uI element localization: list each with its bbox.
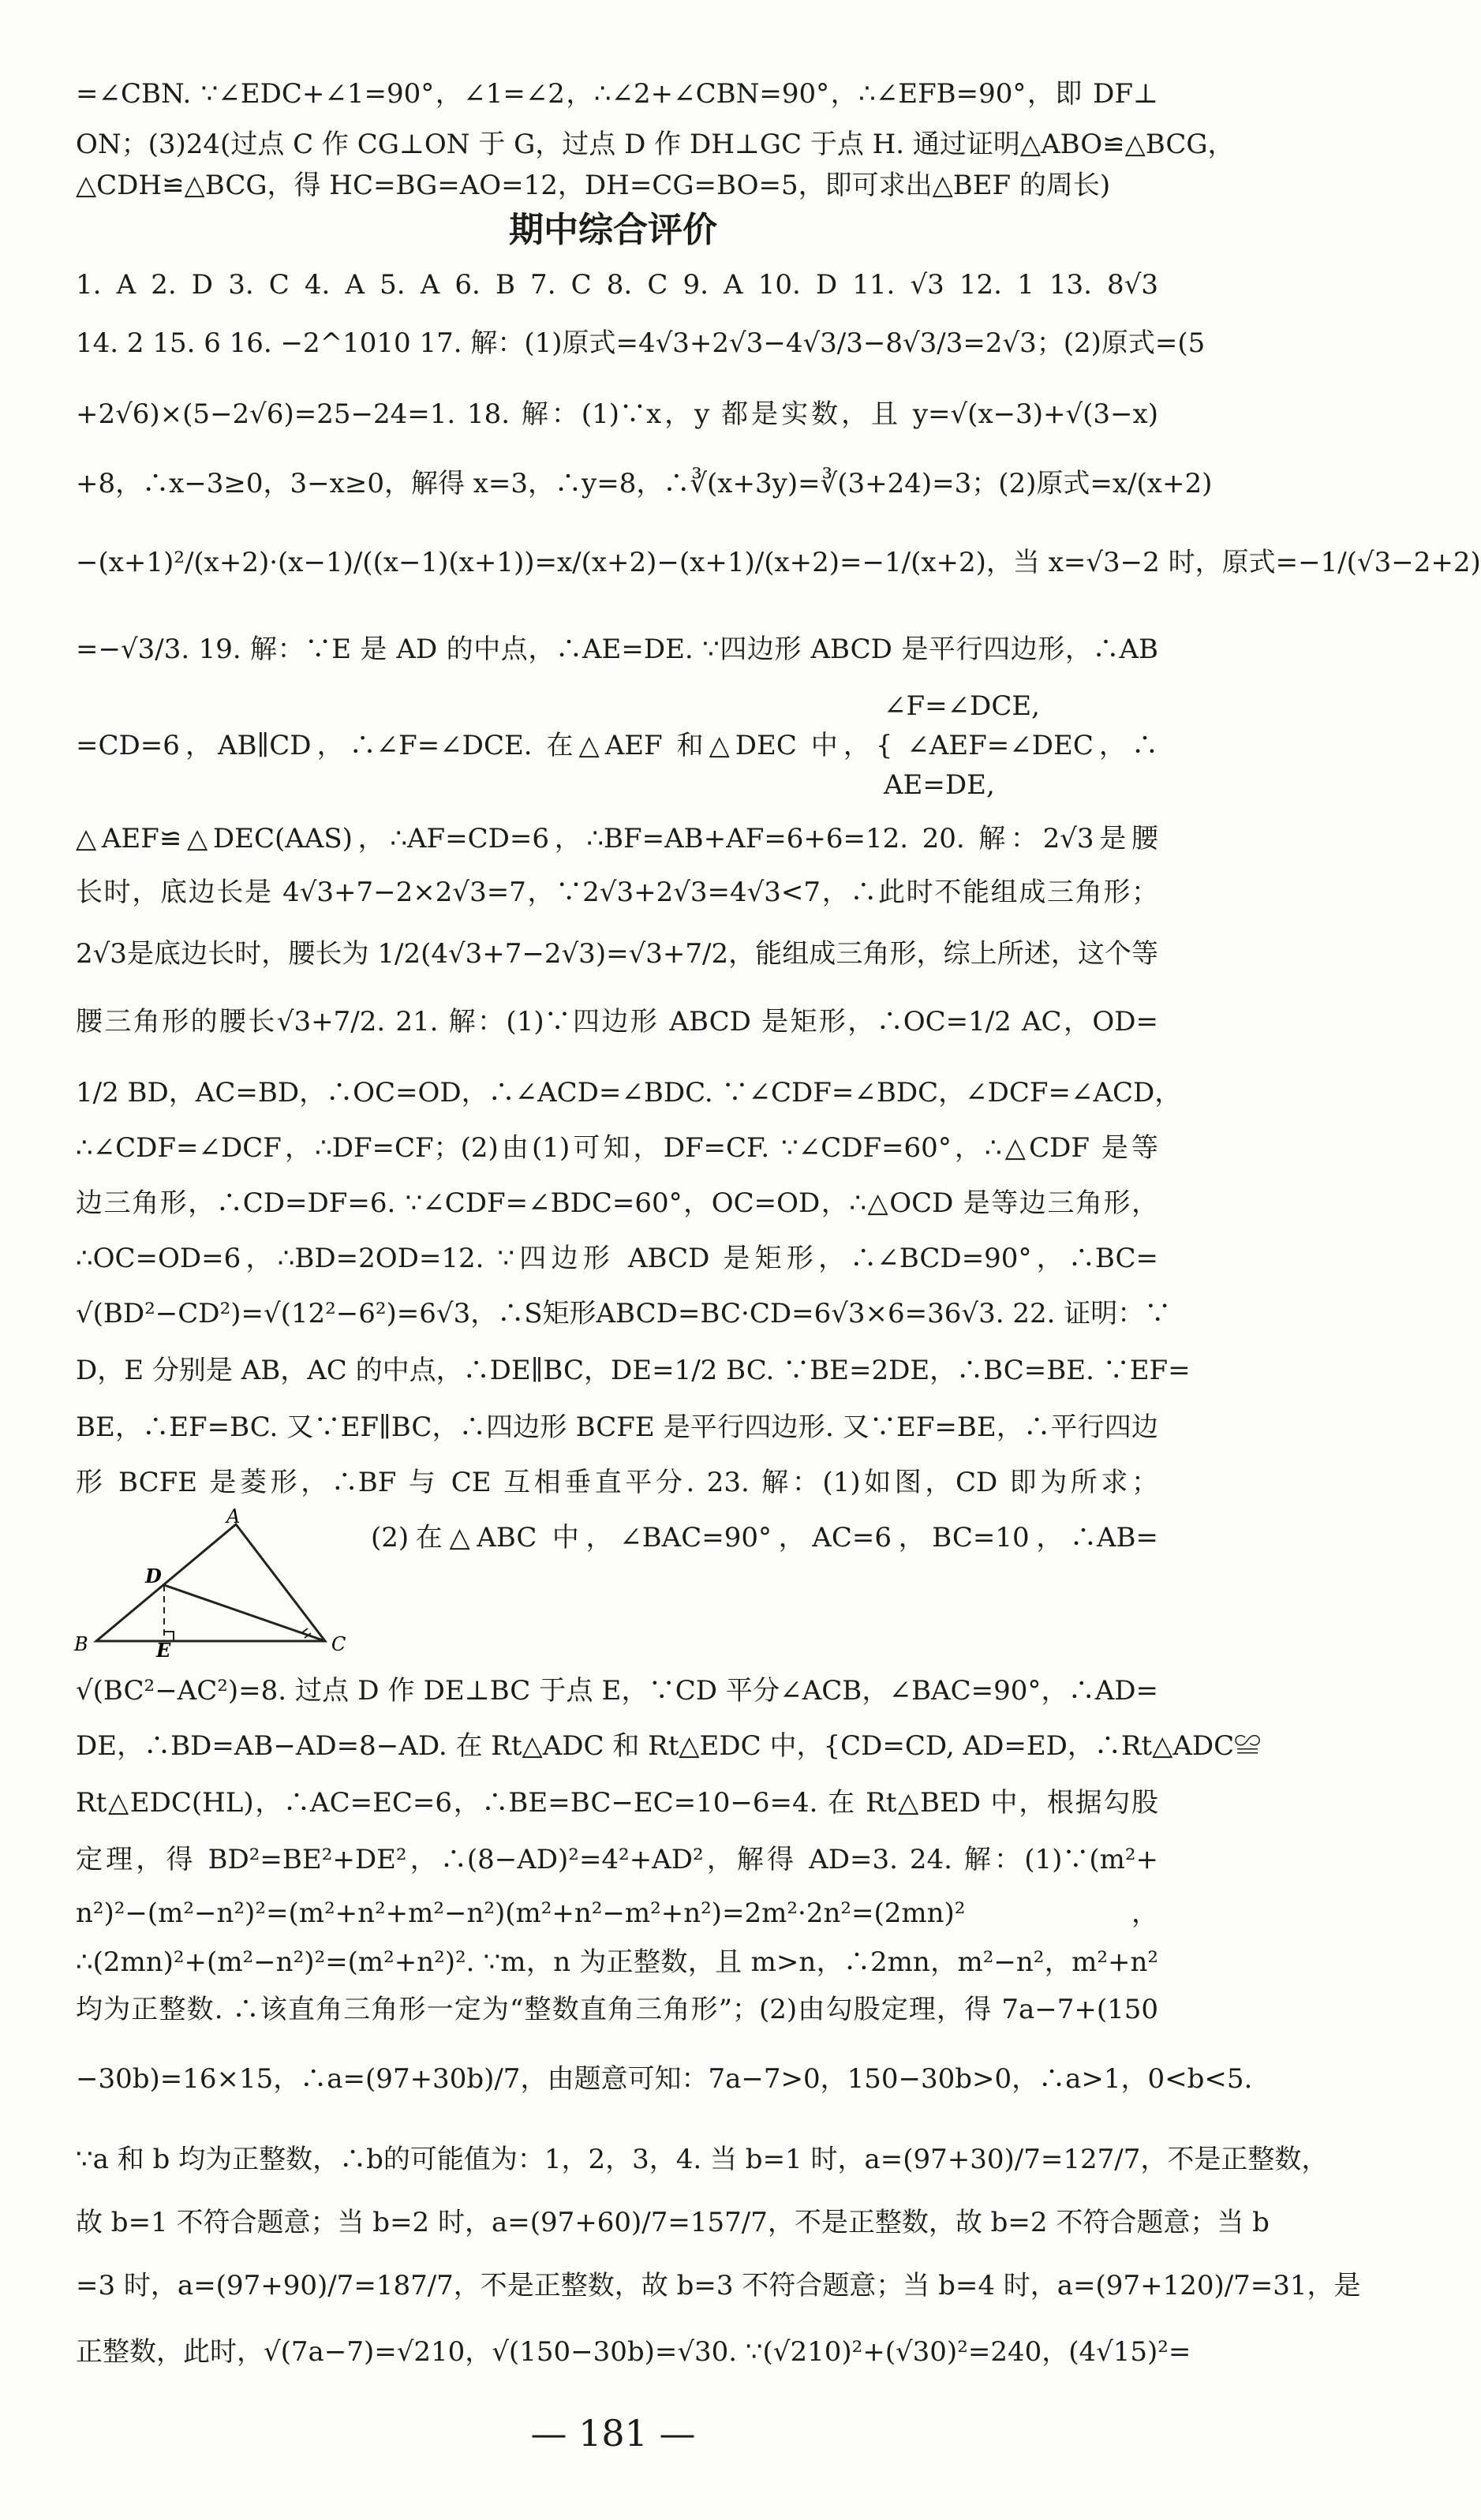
text-line: 14. 2 15. 6 16. −2^1010 17. 解：(1)原式=4√3+2√3−4√3/3−8√3/3=2√3；(2)原式=(5 — [76, 327, 1206, 359]
label-a: A — [226, 1505, 241, 1527]
text-line: 1/2 BD，AC=BD，∴OC=OD，∴∠ACD=∠BDC. ∵∠CDF=∠BDC，∠DCF=∠ACD， — [76, 1077, 1182, 1109]
text-line: 形 BCFE 是菱形，∴BF 与 CE 互相垂直平分. 23. 解：(1)如图，CD 即为所求； — [76, 1467, 1158, 1498]
text-line: =CD=6，AB∥CD，∴∠F=∠DCE. 在△AEF 和△DEC 中，{ ∠AEF=∠DEC，∴ — [76, 730, 1158, 761]
text-line: n²)²−(m²−n²)²=(m²+n²+m²−n²)(m²+n²−m²+n²)=2m²·2n²=(2mn)²， — [76, 1897, 1158, 1929]
label-b: B — [74, 1633, 88, 1655]
text-line: 故 b=1 不符合题意；当 b=2 时，a=(97+60)/7=157/7，不是正整数，故 b=2 不符合题意；当 b — [76, 2207, 1270, 2238]
text-line: ∴(2mn)²+(m²−n²)²=(m²+n²)². ∵m，n 为正整数，且 m>n，∴2mn，m²−n²，m²+n² — [76, 1946, 1158, 1978]
text-line: +8，∴x−3≥0，3−x≥0，解得 x=3，∴y=8，∴∛(x+3y)=∛(3+24)=3；(2)原式=x/(x+2) — [76, 468, 1213, 499]
label-c: C — [331, 1633, 346, 1655]
text-line: −30b)=16×15，∴a=(97+30b)/7，由题意可知：7a−7>0，150−30b>0，∴a>1，0<b<5. — [76, 2063, 1253, 2095]
text-line: Rt△EDC(HL)，∴AC=EC=6，∴BE=BC−EC=10−6=4. 在 Rt△BED 中，根据勾股 — [76, 1787, 1158, 1819]
text-line: 均为正整数. ∴该直角三角形一定为“整数直角三角形”；(2)由勾股定理，得 7a−7+(150 — [76, 1994, 1158, 2025]
text-line: =3 时，a=(97+90)/7=187/7，不是正整数，故 b=3 不符合题意；当 b=4 时，a=(97+120)/7=31，是 — [76, 2270, 1361, 2301]
text-line: √(BC²−AC²)=8. 过点 D 作 DE⊥BC 于点 E，∵CD 平分∠ACB，∠BAC=90°，∴AD= — [76, 1675, 1158, 1707]
segment-cd — [164, 1585, 325, 1641]
text-line: ∵a 和 b 均为正整数，∴b的可能值为：1，2，3，4. 当 b=1 时，a=(97+30)/7=127/7，不是正整数， — [76, 2144, 1329, 2175]
text-line: 正整数，此时，√(7a−7)=√210，√(150−30b)=√30. ∵(√210)²+(√30)²=240，(4√15)²= — [76, 2336, 1191, 2368]
text-line: 腰三角形的腰长√3+7/2. 21. 解：(1)∵四边形 ABCD 是矩形，∴OC=1/2 AC，OD= — [76, 1006, 1158, 1038]
text-line: D，E 分别是 AB，AC 的中点，∴DE∥BC，DE=1/2 BC. ∵BE=2DE，∴BC=BE. ∵EF= — [76, 1355, 1191, 1386]
label-e: E — [156, 1639, 171, 1662]
text-line: ∴∠CDF=∠DCF，∴DF=CF；(2)由(1)可知，DF=CF. ∵∠CDF=60°，∴△CDF 是等 — [76, 1132, 1158, 1164]
text-line: −(x+1)²/(x+2)·(x−1)/((x−1)(x+1))=x/(x+2)−(x+1)/(x+2)=−1/(x+2)，当 x=√3−2 时，原式=−1/(√3−2+2) — [76, 547, 1481, 578]
text-line: BE，∴EF=BC. 又∵EF∥BC，∴四边形 BCFE 是平行四边形. 又∵EF=BE，∴平行四边 — [76, 1411, 1158, 1443]
text-line: △CDH≌△BCG，得 HC=BG=AO=12，DH=CG=BO=5，即可求出△BEF 的周长) — [76, 170, 1111, 201]
text-line: 定理，得 BD²=BE²+DE²，∴(8−AD)²=4²+AD²，解得 AD=3. 24. 解：(1)∵(m²+ — [76, 1844, 1158, 1875]
triangle-abc — [96, 1524, 325, 1641]
system-line: ∠F=∠DCE, — [884, 690, 1040, 722]
system-line: AE=DE, — [884, 769, 995, 801]
text-line: +2√6)×(5−2√6)=25−24=1. 18. 解：(1)∵x，y 都是实数，且 y=√(x−3)+√(3−x) — [76, 398, 1158, 430]
text-line: DE，∴BD=AB−AD=8−AD. 在 Rt△ADC 和 Rt△EDC 中，{CD=CD, AD=ED，∴Rt△ADC≌ — [76, 1730, 1262, 1762]
text-line: 长时，底边长是 4√3+7−2×2√3=7，∵2√3+2√3=4√3<7，∴此时不能组成三角形； — [76, 877, 1158, 908]
text-line: =−√3/3. 19. 解：∵E 是 AD 的中点，∴AE=DE. ∵四边形 ABCD 是平行四边形，∴AB — [76, 634, 1158, 665]
page-number: — 181 — — [530, 2412, 696, 2455]
section-title: 期中综合评价 — [509, 210, 717, 250]
text-line: △AEF≌△DEC(AAS)，∴AF=CD=6，∴BF=AB+AF=6+6=12. 20. 解：2√3是腰 — [76, 823, 1158, 854]
text-line: ON；(3)24(过点 C 作 CG⊥ON 于 G，过点 D 作 DH⊥GC 于点 H. 通过证明△ABO≌△BCG， — [76, 129, 1235, 160]
text-line: (2)在△ABC 中，∠BAC=90°，AC=6，BC=10，∴AB= — [371, 1522, 1158, 1554]
text-line: √(BD²−CD²)=√(12²−6²)=6√3，∴S矩形ABCD=BC·CD=6√3×6=36√3. 22. 证明：∵ — [76, 1298, 1172, 1329]
text-line: 1. A 2. D 3. C 4. A 5. A 6. B 7. C 8. C 9. A 10. D 11. √3 12. 1 13. 8√3 — [76, 269, 1158, 301]
text-line: 边三角形，∴CD=DF=6. ∵∠CDF=∠BDC=60°，OC=OD，∴△OCD 是等边三角形， — [76, 1187, 1158, 1219]
triangle-figure — [73, 1505, 372, 1662]
text-line: ∴OC=OD=6，∴BD=2OD=12. ∵四边形 ABCD 是矩形，∴∠BCD=90°，∴BC= — [76, 1243, 1158, 1274]
label-d: D — [145, 1565, 162, 1587]
text-line: =∠CBN. ∵∠EDC+∠1=90°，∠1=∠2，∴∠2+∠CBN=90°，∴∠EFB=90°，即 DF⊥ — [76, 78, 1158, 110]
text-line: 2√3是底边长时，腰长为 1/2(4√3+7−2√3)=√3+7/2，能组成三角形，综上所述，这个等 — [76, 938, 1158, 970]
